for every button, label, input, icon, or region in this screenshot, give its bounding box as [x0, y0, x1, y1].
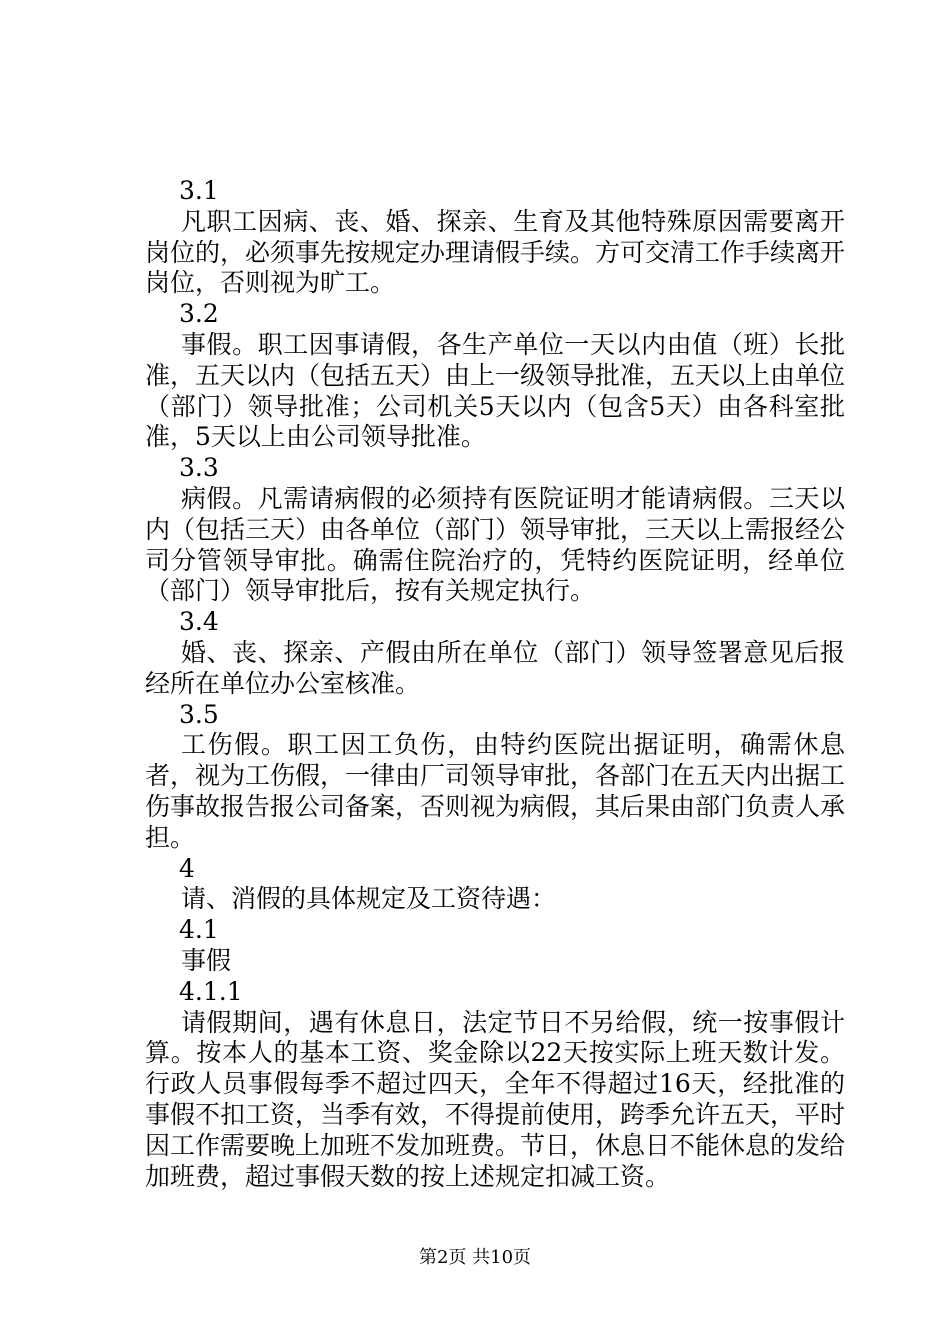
section-paragraph: 事假。职工因事请假，各生产单位一天以内由值（班）长批准，五天以内（包括五天）由上一级领导批准，五天以上由单位（部门）领导批准；公司机关5天以内（包含5天）由各科室批准，5天以上由公司领导批准。: [145, 329, 846, 452]
section-paragraph: 工伤假。职工因工负伤，由特约医院出据证明，确需休息者，视为工伤假，一律由厂司领导审批，各部门在五天内出据工伤事故报告报公司备案，否则视为病假，其后果由部门负责人承担。: [145, 730, 846, 852]
section-number: 3.5: [179, 699, 219, 729]
section-number: 3.1: [179, 176, 219, 205]
section-number: 3.3: [179, 453, 219, 483]
section-paragraph: 凡职工因病、丧、婚、探亲、生育及其他特殊原因需要离开岗位的，必须事先按规定办理请假手续。方可交清工作手续离开岗位，否则视为旷工。: [145, 206, 846, 298]
section-paragraph: 请假期间，遇有休息日，法定节日不另给假，统一按事假计算。按本人的基本工资、奖金除以22天按实际上班天数计发。行政人员事假每季不超过四天，全年不得超过16天，经批准的事假不扣工资，当季有效，不得提前使用，跨季允许五天，平时因工作需要晚上加班不发加班费。节日，休息日不能休息的发给加班费，超过事假天数的按上述规定扣减工资。: [145, 1007, 846, 1191]
section-number: 3.2: [179, 299, 219, 329]
section-number: 3.4: [179, 607, 219, 637]
section-number: 4.1: [179, 915, 219, 945]
document-body: [145, 176, 845, 1192]
section-number: 4: [179, 853, 195, 883]
section-number: 4.1.1: [179, 976, 243, 1006]
section-paragraph: 婚、丧、探亲、产假由所在单位（部门）领导签署意见后报经所在单位办公室核准。: [145, 637, 845, 698]
section-paragraph: 病假。凡需请病假的必须持有医院证明才能请病假。三天以内（包括三天）由各单位（部门）领导审批，三天以上需报经公司分管领导审批。确需住院治疗的，凭特约医院证明，经单位（部门）领导审批后，按有关规定执行。: [145, 483, 846, 606]
page-footer: 第2页 共10页: [418, 1247, 532, 1268]
section-paragraph: 请、消假的具体规定及工资待遇：: [181, 884, 557, 914]
section-paragraph: 事假: [181, 945, 232, 975]
